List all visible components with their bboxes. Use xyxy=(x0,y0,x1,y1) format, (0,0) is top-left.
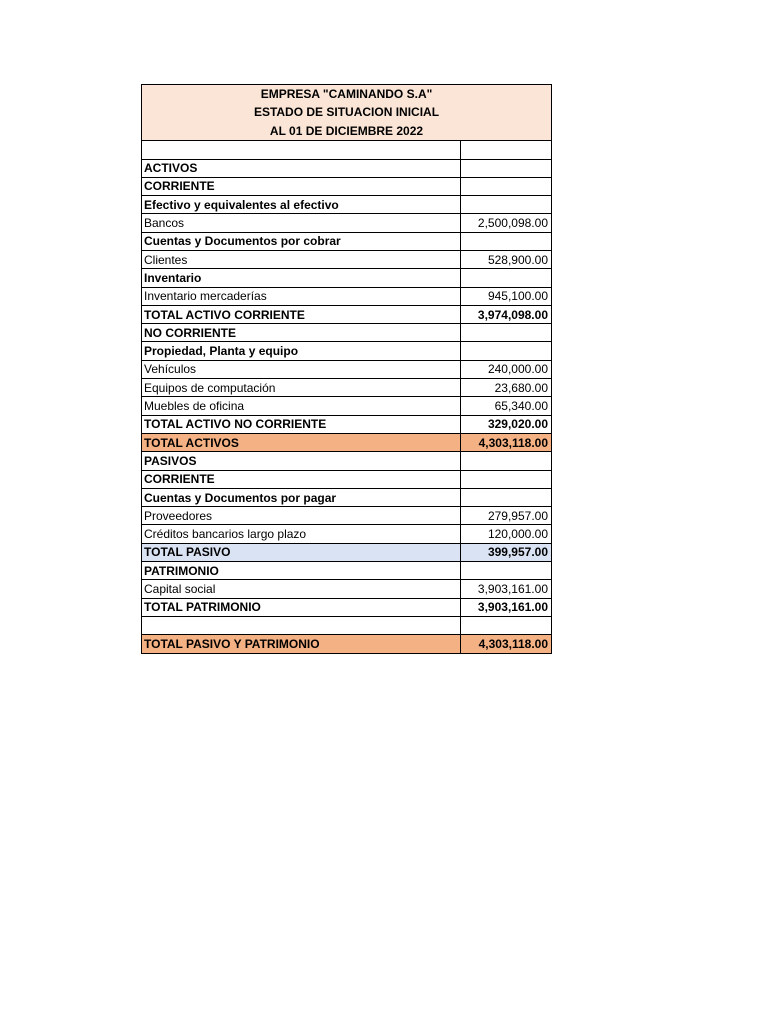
table-row xyxy=(142,379,552,397)
row-label: NO CORRIENTE xyxy=(142,324,461,342)
row-amount: 2,500,098.00 xyxy=(461,214,552,232)
row-amount: 3,903,161.00 xyxy=(461,580,552,598)
row-amount xyxy=(461,269,552,287)
table-row xyxy=(142,177,552,195)
header-row xyxy=(142,85,552,141)
row-label: CORRIENTE xyxy=(142,177,461,195)
table-row xyxy=(142,214,552,232)
row-amount xyxy=(461,470,552,488)
row-amount: 3,974,098.00 xyxy=(461,305,552,323)
row-label: TOTAL ACTIVOS xyxy=(142,433,461,451)
row-label: Propiedad, Planta y equipo xyxy=(142,342,461,360)
row-amount xyxy=(461,141,552,159)
table-row xyxy=(142,543,552,561)
table-row xyxy=(142,470,552,488)
row-label: TOTAL PATRIMONIO xyxy=(142,598,461,616)
row-amount: 240,000.00 xyxy=(461,360,552,378)
row-label: Efectivo y equivalentes al efectivo xyxy=(142,196,461,214)
statement-date: AL 01 DE DICIEMBRE 2022 xyxy=(269,123,424,138)
row-amount xyxy=(461,324,552,342)
table-row xyxy=(142,433,552,451)
row-label: Créditos bancarios largo plazo xyxy=(142,525,461,543)
row-label: CORRIENTE xyxy=(142,470,461,488)
row-label: Muebles de oficina xyxy=(142,397,461,415)
table-row xyxy=(142,415,552,433)
row-amount: 3,903,161.00 xyxy=(461,598,552,616)
table-row xyxy=(142,562,552,580)
table-row xyxy=(142,196,552,214)
table-row xyxy=(142,360,552,378)
table-row xyxy=(142,159,552,177)
row-label: TOTAL ACTIVO NO CORRIENTE xyxy=(142,415,461,433)
table-row xyxy=(142,324,552,342)
row-label: Cuentas y Documentos por pagar xyxy=(142,488,461,506)
table-row xyxy=(142,488,552,506)
table-row xyxy=(142,251,552,269)
row-label: Bancos xyxy=(142,214,461,232)
row-amount xyxy=(461,452,552,470)
row-amount xyxy=(461,342,552,360)
row-amount xyxy=(461,616,552,634)
table-row xyxy=(142,452,552,470)
table-row xyxy=(142,397,552,415)
balance-sheet-body xyxy=(142,141,552,653)
row-label: Proveedores xyxy=(142,507,461,525)
header-cell xyxy=(142,85,552,141)
table-row xyxy=(142,269,552,287)
table-row xyxy=(142,525,552,543)
row-amount: 4,303,118.00 xyxy=(461,635,552,653)
table-row xyxy=(142,507,552,525)
row-amount xyxy=(461,562,552,580)
table-row xyxy=(142,580,552,598)
row-amount: 4,303,118.00 xyxy=(461,433,552,451)
row-amount xyxy=(461,159,552,177)
row-amount xyxy=(461,488,552,506)
row-amount: 528,900.00 xyxy=(461,251,552,269)
row-label: PASIVOS xyxy=(142,452,461,470)
row-amount: 399,957.00 xyxy=(461,543,552,561)
row-amount: 329,020.00 xyxy=(461,415,552,433)
row-amount: 23,680.00 xyxy=(461,379,552,397)
row-label: PATRIMONIO xyxy=(142,562,461,580)
table-row xyxy=(142,141,552,159)
row-label: Clientes xyxy=(142,251,461,269)
table-row xyxy=(142,232,552,250)
row-label: TOTAL PASIVO xyxy=(142,543,461,561)
row-amount xyxy=(461,177,552,195)
row-amount xyxy=(461,196,552,214)
row-label xyxy=(142,141,461,159)
row-label: Inventario mercaderías xyxy=(142,287,461,305)
row-label: ACTIVOS xyxy=(142,159,461,177)
company-name: EMPRESA "CAMINANDO S.A" xyxy=(260,87,433,101)
row-label: Inventario xyxy=(142,269,461,287)
row-amount: 65,340.00 xyxy=(461,397,552,415)
row-label: Vehículos xyxy=(142,360,461,378)
row-amount xyxy=(461,232,552,250)
row-label: Cuentas y Documentos por cobrar xyxy=(142,232,461,250)
row-label xyxy=(142,616,461,634)
row-label: TOTAL ACTIVO CORRIENTE xyxy=(142,305,461,323)
table-row xyxy=(142,305,552,323)
table-row xyxy=(142,616,552,634)
row-amount: 279,957.00 xyxy=(461,507,552,525)
table-row xyxy=(142,287,552,305)
row-label: Equipos de computación xyxy=(142,379,461,397)
balance-sheet-table xyxy=(141,84,552,654)
table-row xyxy=(142,598,552,616)
row-amount: 945,100.00 xyxy=(461,287,552,305)
row-amount: 120,000.00 xyxy=(461,525,552,543)
row-label: TOTAL PASIVO Y PATRIMONIO xyxy=(142,635,461,653)
table-row xyxy=(142,635,552,653)
table-row xyxy=(142,342,552,360)
row-label: Capital social xyxy=(142,580,461,598)
statement-title: ESTADO DE SITUACION INICIAL xyxy=(253,105,440,120)
